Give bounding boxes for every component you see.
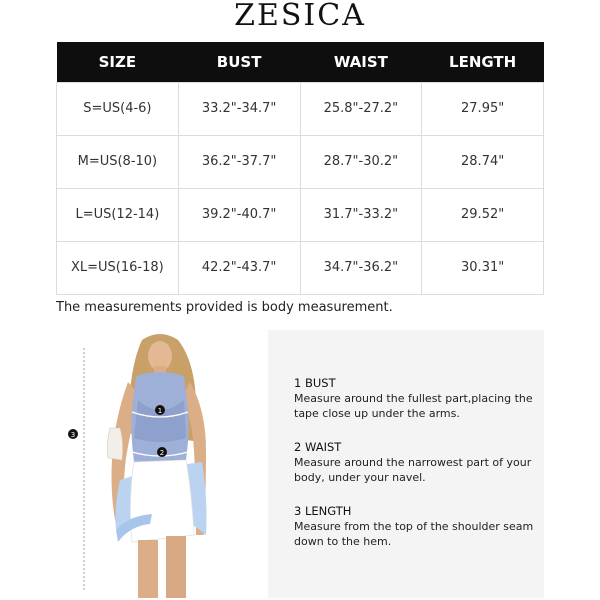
waist-marker [157, 447, 167, 457]
cell-bust: 33.2"-34.7" [178, 82, 300, 135]
table-header-row [57, 42, 544, 82]
length-marker [68, 429, 78, 439]
table-row [57, 241, 544, 294]
table-row [57, 188, 544, 241]
cell-size: L=US(12-14) [57, 188, 179, 241]
waist-marker-label: 2 [159, 449, 165, 457]
cell-length: 27.95" [422, 82, 544, 135]
cell-size: M=US(8-10) [57, 135, 179, 188]
bust-guide-desc: Measure around the fullest part,placing the tape close up under the arms. [294, 392, 533, 420]
cell-length: 30.31" [422, 241, 544, 294]
length-guide [294, 504, 534, 549]
cell-bust: 36.2"-37.7" [178, 135, 300, 188]
waist-guide-desc: Measure around the narrowest part of your body, under your navel. [294, 456, 532, 484]
shoulder-bag [107, 428, 122, 460]
size-chart-table [56, 42, 544, 295]
bust-guide-title: 1 BUST [294, 376, 336, 390]
cell-bust: 39.2"-40.7" [178, 188, 300, 241]
header-bust: BUST [178, 42, 300, 82]
measurement-guide [268, 330, 544, 598]
cell-length: 29.52" [422, 188, 544, 241]
table-row [57, 82, 544, 135]
white-skirt [130, 460, 194, 542]
measurement-note: The measurements provided is body measurement. [56, 300, 393, 315]
cell-waist: 31.7"-33.2" [300, 188, 422, 241]
cell-waist: 34.7"-36.2" [300, 241, 422, 294]
length-guide-title: 3 LENGTH [294, 504, 352, 518]
header-size: SIZE [57, 42, 179, 82]
bust-guide [294, 376, 534, 421]
length-marker-label: 3 [70, 431, 76, 439]
model-photo [56, 330, 252, 598]
waist-guide-title: 2 WAIST [294, 440, 342, 454]
header-length: LENGTH [422, 42, 544, 82]
model-illustration [56, 330, 252, 598]
bust-marker-label: 1 [157, 407, 163, 415]
cell-waist: 25.8"-27.2" [300, 82, 422, 135]
table-row [57, 135, 544, 188]
right-leg [166, 536, 186, 598]
header-waist: WAIST [300, 42, 422, 82]
cell-length: 28.74" [422, 135, 544, 188]
cell-waist: 28.7"-30.2" [300, 135, 422, 188]
cell-size: S=US(4-6) [57, 82, 179, 135]
waist-guide [294, 440, 534, 485]
cell-bust: 42.2"-43.7" [178, 241, 300, 294]
brand-logo: ZESICA [234, 0, 366, 33]
cell-size: XL=US(16-18) [57, 241, 179, 294]
left-leg [138, 540, 158, 598]
length-guide-desc: Measure from the top of the shoulder seam down to the hem. [294, 520, 534, 548]
bust-marker [155, 405, 165, 415]
